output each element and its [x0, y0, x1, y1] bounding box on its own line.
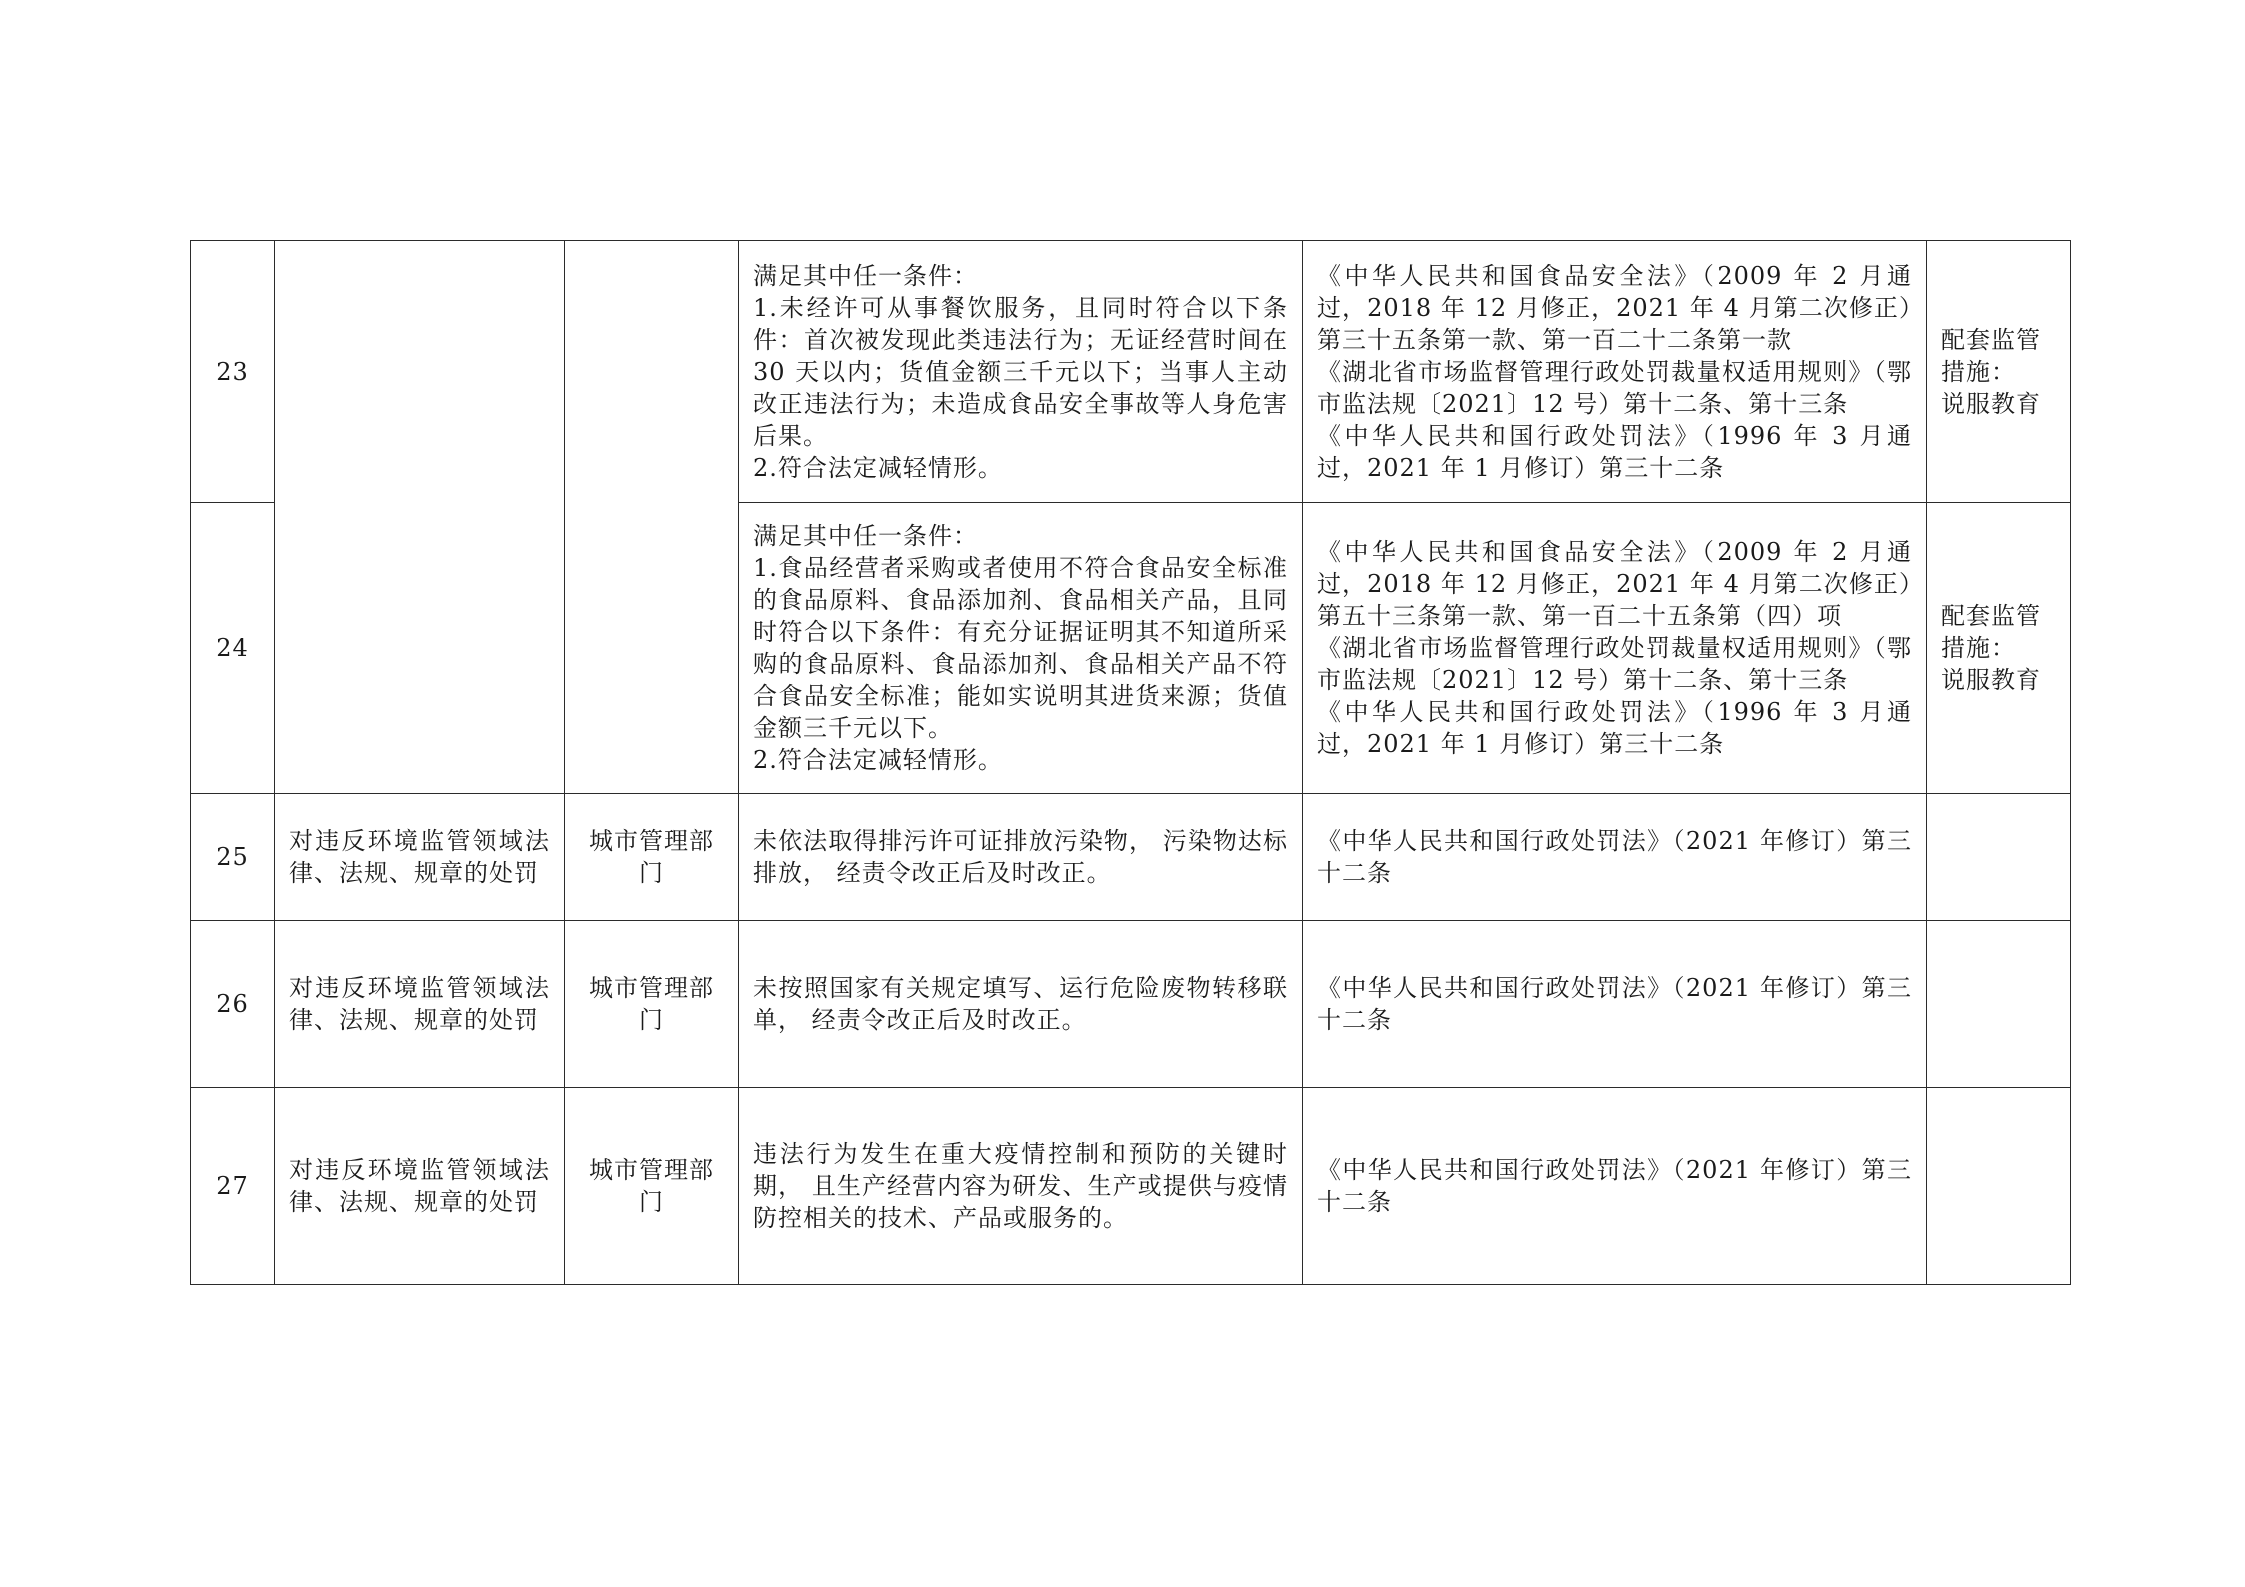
measure-cell	[1927, 794, 2071, 921]
measure-cell	[1927, 241, 2071, 503]
condition-line: 满足其中任一条件：	[753, 522, 978, 550]
department-cell	[565, 241, 739, 794]
condition-line: 1.未经许可从事餐饮服务，且同时符合以下条件：首次被发现此类违法行为；无证经营时间在 30 天以内；货值金额三千元以下；当事人主动改正违法行为；未造成食品安全事故等人身危害后果。	[753, 293, 1288, 450]
table-row	[191, 794, 2071, 921]
item-cell: 对违反环境监管领域法律、法规、规章的处罚	[275, 921, 565, 1088]
measure-line: 说服教育	[1941, 389, 2041, 418]
condition-line: 2.符合法定减轻情形。	[753, 453, 1003, 482]
condition-cell	[739, 241, 1303, 503]
legal-basis-cell	[1303, 921, 1927, 1088]
department-cell: 城市管理部门	[565, 921, 739, 1088]
condition-line: 违法行为发生在重大疫情控制和预防的关键时期， 且生产经营内容为研发、生产或提供与疫情防控相关的技术、产品或服务的。	[753, 1140, 1288, 1232]
table-row	[191, 1088, 2071, 1285]
item-cell: 对违反环境监管领域法律、法规、规章的处罚	[275, 1088, 565, 1285]
condition-line: 未依法取得排污许可证排放污染物， 污染物达标排放， 经责令改正后及时改正。	[753, 827, 1288, 887]
row-number: 24	[191, 503, 275, 794]
condition-line: 2.符合法定减轻情形。	[753, 746, 1003, 774]
measure-cell	[1927, 921, 2071, 1088]
legal-basis-line: 《湖北省市场监督管理行政处罚裁量权适用规则》（鄂市监法规〔2021〕12 号）第十二条、第十三条	[1317, 357, 1912, 418]
table-row	[191, 921, 2071, 1088]
legal-basis-line: 《中华人民共和国行政处罚法》（2021 年修订）第三十二条	[1317, 1156, 1912, 1216]
row-number: 23	[191, 241, 275, 503]
legal-basis-cell	[1303, 1088, 1927, 1285]
legal-basis-cell	[1303, 794, 1927, 921]
measure-line: 措施：	[1941, 634, 2016, 662]
legal-basis-cell	[1303, 241, 1927, 503]
measure-line: 措施：	[1941, 357, 2016, 386]
legal-basis-line: 《中华人民共和国食品安全法》（2009 年 2 月通过，2018 年 12 月修正，2021 年 4 月第二次修正）第三十五条第一款、第一百二十二条第一款	[1317, 261, 1912, 354]
measure-line: 说服教育	[1941, 666, 2041, 694]
legal-basis-line: 《中华人民共和国行政处罚法》（1996 年 3 月通过，2021 年 1 月修订）第三十二条	[1317, 698, 1912, 758]
row-number: 26	[191, 921, 275, 1088]
legal-basis-line: 《中华人民共和国行政处罚法》（2021 年修订）第三十二条	[1317, 974, 1912, 1034]
row-number: 27	[191, 1088, 275, 1285]
condition-cell	[739, 1088, 1303, 1285]
condition-line: 未按照国家有关规定填写、运行危险废物转移联单， 经责令改正后及时改正。	[753, 974, 1288, 1034]
condition-cell	[739, 921, 1303, 1088]
measure-line: 配套监管	[1941, 602, 2041, 630]
regulation-table	[190, 240, 2071, 1285]
legal-basis-line: 《中华人民共和国食品安全法》（2009 年 2 月通过，2018 年 12 月修正，2021 年 4 月第二次修正）第五十三条第一款、第一百二十五条第（四）项	[1317, 538, 1912, 630]
measure-line: 配套监管	[1941, 325, 2041, 354]
condition-cell	[739, 503, 1303, 794]
measure-cell	[1927, 503, 2071, 794]
department-cell: 城市管理部门	[565, 794, 739, 921]
legal-basis-line: 《中华人民共和国行政处罚法》（1996 年 3 月通过，2021 年 1 月修订）第三十二条	[1317, 421, 1912, 482]
row-number: 25	[191, 794, 275, 921]
department-cell: 城市管理部门	[565, 1088, 739, 1285]
legal-basis-line: 《湖北省市场监督管理行政处罚裁量权适用规则》（鄂市监法规〔2021〕12 号）第十二条、第十三条	[1317, 634, 1912, 694]
legal-basis-cell	[1303, 503, 1927, 794]
item-cell: 对违反环境监管领域法律、法规、规章的处罚	[275, 794, 565, 921]
legal-basis-line: 《中华人民共和国行政处罚法》（2021 年修订）第三十二条	[1317, 827, 1912, 887]
condition-cell	[739, 794, 1303, 921]
measure-cell	[1927, 1088, 2071, 1285]
condition-line: 1.食品经营者采购或者使用不符合食品安全标准的食品原料、食品添加剂、食品相关产品，且同时符合以下条件：有充分证据证明其不知道所采购的食品原料、食品添加剂、食品相关产品不符合食品安全标准；能如实说明其进货来源；货值金额三千元以下。	[753, 554, 1288, 742]
item-cell	[275, 241, 565, 794]
table-row	[191, 241, 2071, 503]
condition-line: 满足其中任一条件：	[753, 261, 978, 290]
